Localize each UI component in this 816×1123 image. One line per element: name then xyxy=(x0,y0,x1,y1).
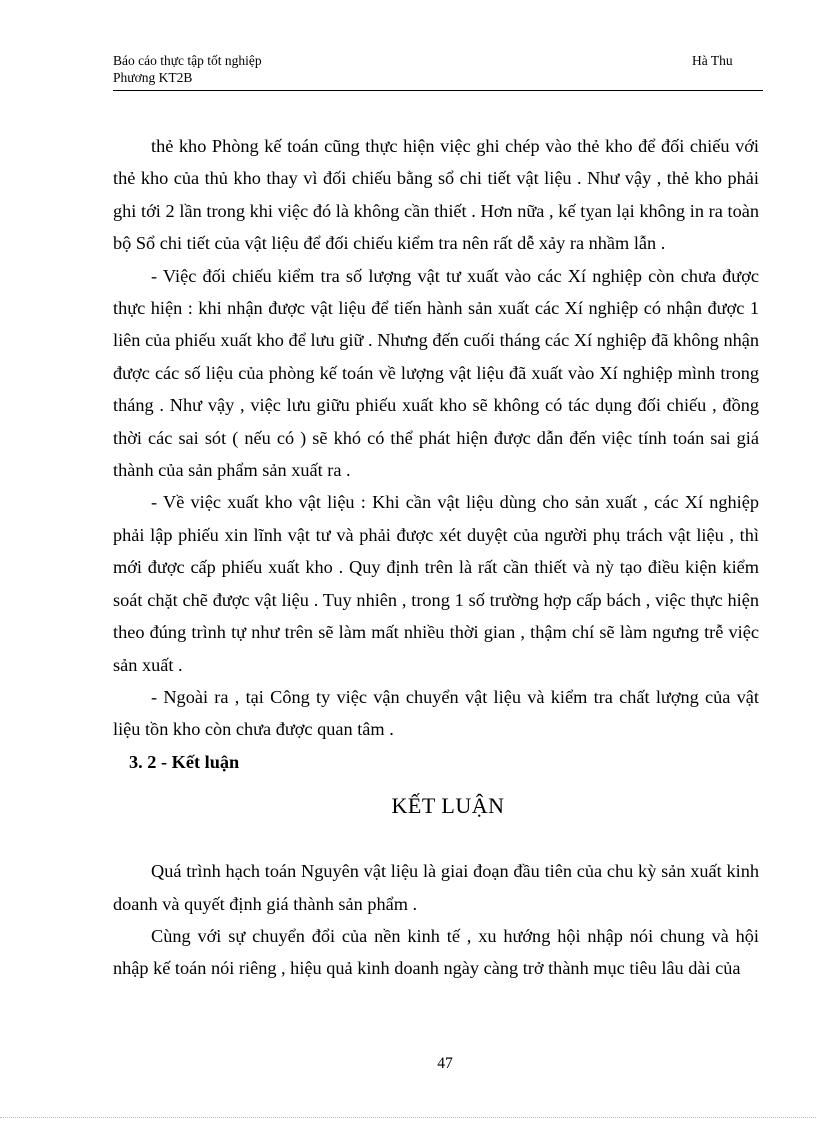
header-left xyxy=(113,52,262,86)
document-body xyxy=(113,130,759,985)
section-heading: 3. 2 - Kết luận xyxy=(129,751,240,772)
paragraph-5: Quá trình hạch toán Nguyên vật liệu là giai đoạn đầu tiên của chu kỳ sản xuất kinh doanh và quyết định giá thành sản phẩm . xyxy=(113,861,759,914)
report-title: Báo cáo thực tập tốt nghiệp xyxy=(113,53,262,68)
paragraph-6: Cùng với sự chuyển đổi của nền kinh tế , xu hướng hội nhập nói chung và hội nhập kế toán nói riêng , hiệu quả kinh doanh ngày càng trở thành mục tiêu lâu dài của xyxy=(113,925,759,979)
paragraph-3: - Về việc xuất kho vật liệu : Khi cần vật liệu dùng cho sản xuất , các Xí nghiệp phải lập phiếu xin lĩnh vật tư và phải được xét duyệt của người phụ trách vật liệu , thì mới được cấp phiếu xuất kho . Quy định trên là rất cần thiết và nỳ tạo điều kiện kiểm soát chặt chẽ được vật liệu . Tuy nhiên , trong 1 số trường hợp cấp bách , việc thực hiện theo đúng trình tự như trên sẽ làm mất nhiều thời gian , thậm chí sẽ làm ngưng trễ việc sản xuất . xyxy=(113,492,759,675)
header-divider xyxy=(113,90,763,91)
bottom-divider xyxy=(0,1117,816,1118)
author-name: Hà Thu xyxy=(692,53,733,68)
paragraph-1: thẻ kho Phòng kế toán cũng thực hiện việc ghi chép vào thẻ kho để đối chiếu với thẻ kho của thủ kho thay vì đối chiếu bằng sổ chi tiết vật liệu . Như vậy , thẻ kho phải ghi tới 2 lần trong khi việc đó là không cần thiết . Hơn nữa , kế tỵan lại không in ra toàn bộ Sổ chi tiết của vật liệu để đối chiếu kiểm tra nên rất dễ xảy ra nhầm lẫn . xyxy=(113,136,759,254)
paragraph-4: - Ngoài ra , tại Công ty việc vận chuyển vật liệu và kiểm tra chất lượng của vật liệu tồn kho còn chưa được quan tâm . xyxy=(113,686,759,740)
paragraph-2: - Việc đối chiếu kiểm tra số lượng vật tư xuất vào các Xí nghiệp còn chưa được thực hiện : khi nhận được vật liệu để tiến hành sản xuất các Xí nghiệp có nhận được 1 liên của phiếu xuất kho để lưu giữ . Nhưng đến cuối tháng các Xí nghiệp đã không nhận được các số liệu của phòng kế toán về lượng vật liệu đã xuất vào Xí nghiệp mình trong tháng . Như vậy , việc lưu giữu phiếu xuất kho sẽ không có tác dụng đối chiếu , đồng thời các sai sót ( nếu có ) sẽ khó có thể phát hiện được dẫn đến việc tính toán sai giá thành của sản phẩm sản xuất ra . xyxy=(113,265,759,481)
class-name: Phương KT2B xyxy=(113,70,193,85)
main-title: KẾT LUẬN xyxy=(391,793,505,819)
page-number: 47 xyxy=(437,1055,453,1072)
title-spacer xyxy=(113,826,759,855)
